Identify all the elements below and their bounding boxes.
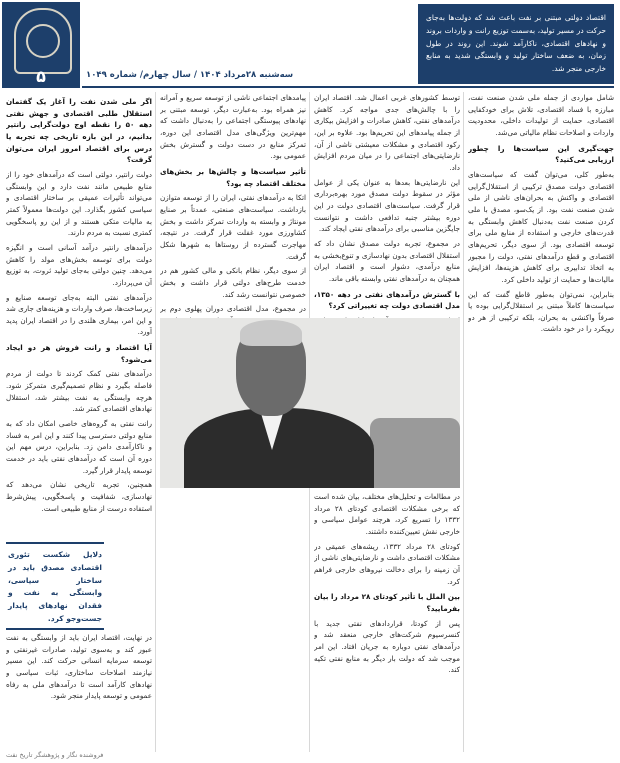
emblem-icon xyxy=(14,8,72,74)
body-paragraph: توسط کشورهای غربی اعمال شد. اقتصاد ایران را با چالش‌های جدی مواجه کرد. کاهش درآمدهای نفتی، کاهش صادرات و افزایش بیکاری از جمله پیامدهای این تحریم‌ها بود. علاوه بر این، رکود اقتصادی و مشکلات معیشتی ناشی از آن، نارضایتی‌های اجتماعی را در میان مردم افزایش داد. xyxy=(314,93,460,172)
masthead-rule xyxy=(82,86,614,88)
body-paragraph: در نهایت، اقتصاد ایران باید از وابستگی به نفت عبور کند و به‌سوی تولید، صادرات غیرنفتی و توسعه سرمایه انسانی حرکت کند. این مسیر نیازمند اصلاحات ساختاری، ثبات سیاسی و نهادهای کارآمد است تا درآمدهای ملی به رفاه عمومی و توسعه پایدار منجر شود. xyxy=(6,633,152,701)
question-heading: جهت‌گیری این سیاست‌ها را چطور ارزیابی می‌کنید؟ xyxy=(468,143,614,165)
column-4 xyxy=(6,92,152,548)
pull-quote-2: دلایل شکست تئوری اقتصادی مصدق باید در ساختار سیاسی، وابستگی به نفت و فقدان نهادهای پایدار جست‌وجو کرد. xyxy=(6,542,104,630)
question-heading: با گسترش درآمدهای نفتی در دهه ۱۳۵۰، مدل اقتصادی دولت چه تغییراتی کرد؟ xyxy=(314,289,460,311)
body-paragraph: پس از کودتا، قراردادهای نفتی جدید با کنسرسیوم شرکت‌های خارجی منعقد شد و درآمدهای نفتی دوباره به جریان افتاد. این امر موجب شد که دولت بار دیگر به منابع نفتی تکیه کند. xyxy=(314,618,460,675)
chair-shape xyxy=(370,418,460,488)
body-paragraph: در مجموع، تجربه دولت مصدق نشان داد که استقلال اقتصادی بدون نهادسازی و تنوع‌بخشی به منابع درآمدی، دشوار است و اقتصاد ایران همچنان به درآمدهای نفتی وابسته باقی ماند. xyxy=(314,238,460,283)
author-credit: فروشنده نگار و پژوهشگر تاریخ نفت xyxy=(6,751,104,759)
figure-hair xyxy=(240,320,302,346)
body-paragraph: دولت رانتیر، دولتی است که درآمدهای خود را از منابع طبیعی مانند نفت دارد و این وابستگی می‌تواند تأثیرات عمیقی بر ساختار اقتصادی و سیاسی کشور بگذارد. این دولت‌ها معمولاً کمتر به مالیات متکی هستند و از این رو پاسخگویی کمتری نسبت به مردم دارند. xyxy=(6,169,152,238)
issue-line: سه‌شنبه ۲۸مرداد ۱۴۰۴ / سال چهارم/ شماره ۱۰۴۹ xyxy=(86,70,294,80)
question-heading: آیا اقتصاد و رانت فروش هر دو ایجاد می‌شود؟ xyxy=(6,343,152,364)
column-4-bottom xyxy=(6,632,152,754)
body-paragraph: درآمدهای نفتی کمک کردند تا دولت از مردم فاصله بگیرد و نظام تصمیم‌گیری متمرکز شود. هرچه وابستگی به نفت بیشتر شد، استقلال نهادهای اقتصادی کمتر شد. xyxy=(6,369,152,414)
body-paragraph: بنابراین، نمی‌توان به‌طور قاطع گفت که این سیاست‌ها کاملاً مبتنی بر استقلال‌گرایی بوده یا صرفاً واکنشی به بحران، بلکه ترکیبی از هر دو رویکرد را در خود داشت. xyxy=(468,289,614,334)
body-paragraph: رانت نفتی به گروه‌های خاصی امکان داد که به منابع دولتی دسترسی پیدا کنند و این امر به فساد و ناکارآمدی دامن زد. بنابراین، درس مهم این دوره آن است که درآمدهای نفتی باید در خدمت توسعه پایدار قرار گیرد. xyxy=(6,419,152,475)
body-paragraph: پیامدهای اجتماعی ناشی از توسعه سریع و آمرانه نیز همراه بود. به‌عبارت دیگر، توسعه مبتنی بر نهادهای پیوستگی اجتماعی را به‌دنبال داشت که مهم‌ترین ویژگی‌های مدل اقتصادی این دوره، تمرکز منابع در دست دولت و گسترش بخش عمومی بود. xyxy=(160,93,306,161)
column-divider xyxy=(463,92,464,752)
pull-quote-box: اقتصاد دولتی مبتنی بر نفت باعث شد که دولت‌ها به‌جای حرکت در مسیر تولید، به‌سمت توزیع رانت و واردات بروند و نهادهای اقتصادی، ناکارآمد شوند. این روند در طول زمان، به ضعف ساختار تولید و وابستگی شدید به منابع خارجی منجر شد. xyxy=(418,4,614,84)
column-divider xyxy=(155,92,156,752)
body-paragraph: درآمدهای نفتی البته به‌جای توسعه صنایع و زیرساخت‌ها، صرف واردات و هزینه‌های جاری شد و این امر، بیماری هلندی را در اقتصاد ایران پدید آورد. xyxy=(6,292,152,337)
page-number: ۵ xyxy=(36,67,46,86)
body-paragraph: به‌طور کلی، می‌توان گفت که سیاست‌های اقتصادی دولت مصدق ترکیبی از استقلال‌گرایی اقتصادی و واکنش به بحران‌های ناشی از ملی شدن صنعت نفت بود. از یک‌سو، مصدق با ملی کردن صنعت نفت به‌دنبال کاهش وابستگی به قدرت‌های خارجی و استفاده از منابع ملی برای توسعه اقتصادی بود. از سوی دیگر، تحریم‌های اقتصادی و قطع درآمدهای نفتی، دولت را مجبور به اتخاذ تدابیری برای کاهش هزینه‌ها، افزایش مالیات‌ها و حمایت از تولید داخلی کرد. xyxy=(468,169,614,284)
masthead-logo xyxy=(2,2,80,88)
body-paragraph: اتکا به درآمدهای نفتی، ایران را از توسعه متوازن بازداشت. سیاست‌های صنعتی، عمدتاً بر صنایع مونتاژ و وابسته به واردات تمرکز داشت و بخش کشاورزی مورد غفلت قرار گرفت. در نتیجه، مهاجرت گسترده از روستاها به شهرها شکل گرفت. xyxy=(160,193,306,261)
body-paragraph: در مجموع، مدل اقتصادی دوران پهلوی دوم بر xyxy=(160,304,306,314)
body-paragraph: در مطالعات و تحلیل‌های مختلف، بیان شده است که برخی مشکلات اقتصادی کودتای ۲۸ مرداد ۱۳۳۲ را تسریع کرد، هرچند عوامل سیاسی و خارجی نقش تعیین‌کننده داشتند. xyxy=(314,492,460,536)
body-paragraph: شامل مواردی از جمله ملی شدن صنعت نفت، مبارزه با فساد اقتصادی، تلاش برای خودکفایی اقتصادی، حمایت از تولیدات داخلی، محدودیت واردات و اصلاحات نظام مالیاتی می‌شد. xyxy=(468,93,614,137)
column-1 xyxy=(468,92,614,752)
question-heading: اگر ملی شدن نفت را آغاز یک گفتمان استقلال طلبی اقتصادی و جهش نفتی دهه ۵۰ را نقطه اوج دولت‌گرایی رانتیر بدانیم، در این بازه تاریخی چه تجربه یا درس برای اقتصاد امروز ایران می‌توان گرفت؟ xyxy=(6,97,152,165)
question-heading: بین الملل با تأثیر کودتای ۲۸ مرداد را بیان بفرمایید؟ xyxy=(314,592,460,613)
body-paragraph: از سوی دیگر، نظام بانکی و مالی کشور هم در خدمت طرح‌های دولتی قرار داشت و بخش خصوصی نتوانست رشد کند. xyxy=(160,266,306,299)
body-paragraph: کودتای ۲۸ مرداد ۱۳۳۲، ریشه‌های عمیقی در مشکلات اقتصادی داشت و نارضایتی‌های ناشی از آن زمینه را برای دخالت نیروهای خارجی فراهم کرد. xyxy=(314,541,460,586)
body-paragraph: همچنین، تجربه تاریخی نشان می‌دهد که نهادسازی، شفافیت و پاسخگویی، پیش‌شرط استفاده درست از منابع طبیعی است. xyxy=(6,480,152,513)
body-paragraph: این نارضایتی‌ها بعدها به عنوان یکی از عوامل مؤثر در سقوط دولت مصدق مورد بهره‌برداری قرار گرفت. سیاست‌های اقتصادی دولت در این دوره بیشتر جنبه تدافعی داشت و نتوانست جایگزین مناسبی برای درآمدهای نفتی ایجاد کند. xyxy=(314,177,460,234)
body-paragraph: درآمدهای رانتیر درآمد آسانی است و انگیزه دولت برای توسعه بخش‌های مولد را کاهش می‌دهد. چنین دولتی به‌جای تولید ثروت، به توزیع آن می‌پردازد. xyxy=(6,242,152,287)
question-heading: تأثیر سیاست‌ها و چالش‌ها بر بخش‌های مختلف اقتصاد چه بود؟ xyxy=(160,166,306,188)
portrait-photo xyxy=(160,318,460,488)
